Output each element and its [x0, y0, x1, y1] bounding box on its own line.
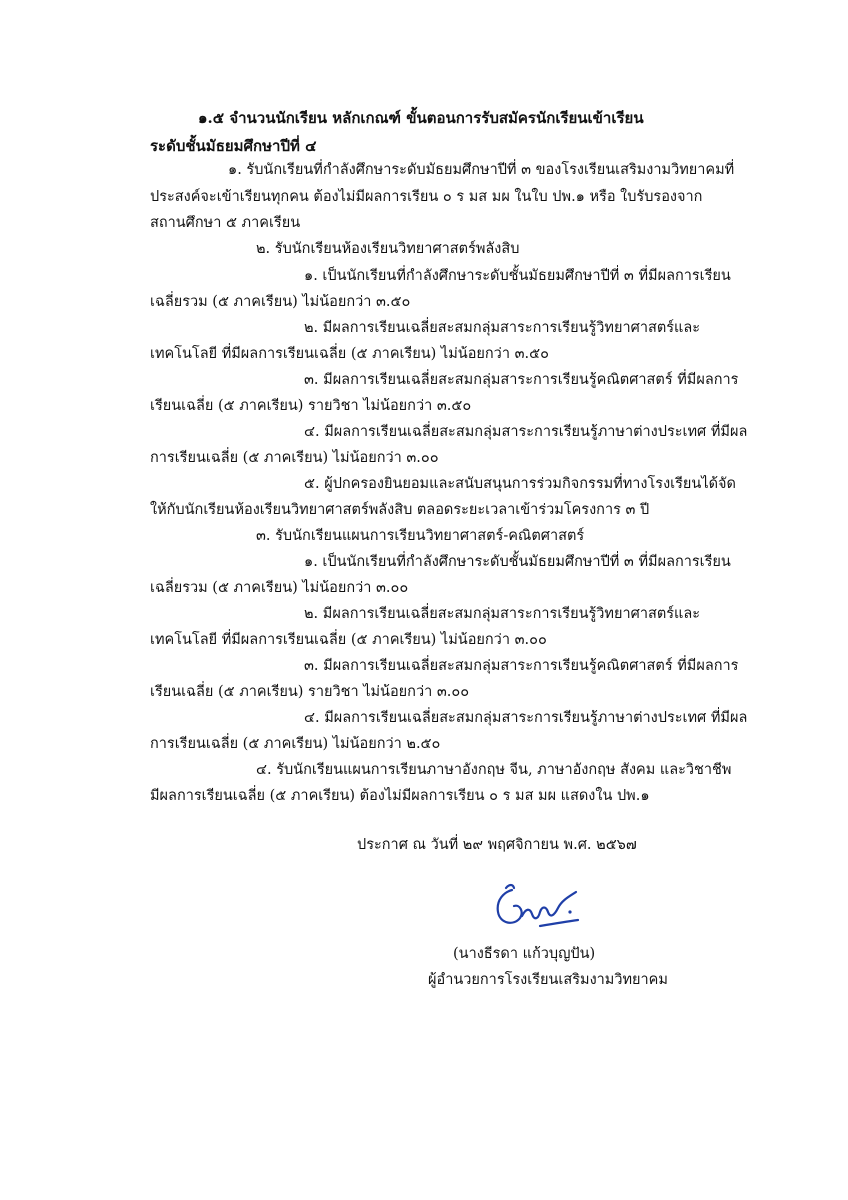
section2-item3-line-1: ๓. มีผลการเรียนเฉลี่ยสะสมกลุ่มสาระการเรียนรู้คณิตศาสตร์ ที่มีผลการ: [304, 372, 739, 388]
section1-line-1: ๑. รับนักเรียนที่กำลังศึกษาระดับมัธยมศึกษาปีที่ ๓ ของโรงเรียนเสริมงามวิทยาคมที่: [228, 162, 735, 178]
section2-item2-line-1: ๒. มีผลการเรียนเฉลี่ยสะสมกลุ่มสาระการเรียนรู้วิทยาศาสตร์และ: [304, 320, 701, 336]
section2-item4-line-1: ๔. มีผลการเรียนเฉลี่ยสะสมกลุ่มสาระการเรียนรู้ภาษาต่างประเทศ ที่มีผล: [304, 424, 748, 440]
heading-line-2: ระดับชั้นมัธยมศึกษาปีที่ ๔: [150, 137, 317, 155]
signature-image: [482, 882, 582, 940]
section3-item1-line-1: ๑. เป็นนักเรียนที่กำลังศึกษาระดับชั้นมัธยมศึกษาปีที่ ๓ ที่มีผลการเรียน: [304, 554, 731, 570]
section3-item4-line-2: การเรียนเฉลี่ย (๕ ภาคเรียน) ไม่น้อยกว่า ๒.๕๐: [150, 736, 441, 752]
section2-item4-line-2: การเรียนเฉลี่ย (๕ ภาคเรียน) ไม่น้อยกว่า ๓.๐๐: [150, 450, 439, 466]
section2-item1-line-2: เฉลี่ยรวม (๕ ภาคเรียน) ไม่น้อยกว่า ๓.๕๐: [150, 294, 411, 310]
section2-item5-line-1: ๕. ผู้ปกครองยินยอมและสนับสนุนการร่วมกิจกรรมที่ทางโรงเรียนได้จัด: [304, 476, 736, 492]
section1-line-3: สถานศึกษา ๕ ภาคเรียน: [150, 215, 301, 231]
section3-item2-line-2: เทคโนโลยี ที่มีผลการเรียนเฉลี่ย (๕ ภาคเรียน) ไม่น้อยกว่า ๓.๐๐: [150, 632, 547, 648]
section2-item5-line-2: ให้กับนักเรียนห้องเรียนวิทยาศาสตร์พลังสิบ ตลอดระยะเวลาเข้าร่วมโครงการ ๓ ปี: [150, 502, 650, 518]
section2-item1-line-1: ๑. เป็นนักเรียนที่กำลังศึกษาระดับชั้นมัธยมศึกษาปีที่ ๓ ที่มีผลการเรียน: [304, 268, 731, 284]
section3-title: ๓. รับนักเรียนแผนการเรียนวิทยาศาสตร์-คณิตศาสตร์: [256, 528, 585, 544]
section3-item4-line-1: ๔. มีผลการเรียนเฉลี่ยสะสมกลุ่มสาระการเรียนรู้ภาษาต่างประเทศ ที่มีผล: [304, 710, 748, 726]
section2-item2-line-2: เทคโนโลยี ที่มีผลการเรียนเฉลี่ย (๕ ภาคเรียน) ไม่น้อยกว่า ๓.๕๐: [150, 346, 549, 362]
section3-item3-line-2: เรียนเฉลี่ย (๕ ภาคเรียน) รายวิชา ไม่น้อยกว่า ๓.๐๐: [150, 684, 470, 700]
section3-item3-line-1: ๓. มีผลการเรียนเฉลี่ยสะสมกลุ่มสาระการเรียนรู้คณิตศาสตร์ ที่มีผลการ: [304, 658, 739, 674]
section2-title: ๒. รับนักเรียนห้องเรียนวิทยาศาสตร์พลังสิบ: [256, 241, 520, 257]
section4-line-2: มีผลการเรียนเฉลี่ย (๕ ภาคเรียน) ต้องไม่มีผลการเรียน ๐ ร มส มผ แสดงใน ปพ.๑: [150, 788, 650, 804]
section3-item1-line-2: เฉลี่ยรวม (๕ ภาคเรียน) ไม่น้อยกว่า ๓.๐๐: [150, 580, 409, 596]
heading-line-1: ๑.๕ จำนวนนักเรียน หลักเกณฑ์ ขั้นตอนการรับสมัครนักเรียนเข้าเรียน: [198, 109, 644, 127]
signer-title: ผู้อำนวยการโรงเรียนเสริมงามวิทยาคม: [428, 972, 668, 988]
announcement-date: ประกาศ ณ วันที่ ๒๙ พฤศจิกายน พ.ศ. ๒๕๖๗: [357, 837, 637, 853]
section3-item2-line-1: ๒. มีผลการเรียนเฉลี่ยสะสมกลุ่มสาระการเรียนรู้วิทยาศาสตร์และ: [304, 606, 701, 622]
section1-line-2: ประสงค์จะเข้าเรียนทุกคน ต้องไม่มีผลการเรียน ๐ ร มส มผ ในใบ ปพ.๑ หรือ ใบรับรองจาก: [150, 189, 703, 205]
section2-item3-line-2: เรียนเฉลี่ย (๕ ภาคเรียน) รายวิชา ไม่น้อยกว่า ๓.๕๐: [150, 398, 472, 414]
section4-line-1: ๔. รับนักเรียนแผนการเรียนภาษาอังกฤษ จีน, ภาษาอังกฤษ สังคม และวิชาชีพ: [256, 762, 732, 778]
signer-name: (นางธีรดา แก้วบุญปัน): [453, 946, 596, 962]
